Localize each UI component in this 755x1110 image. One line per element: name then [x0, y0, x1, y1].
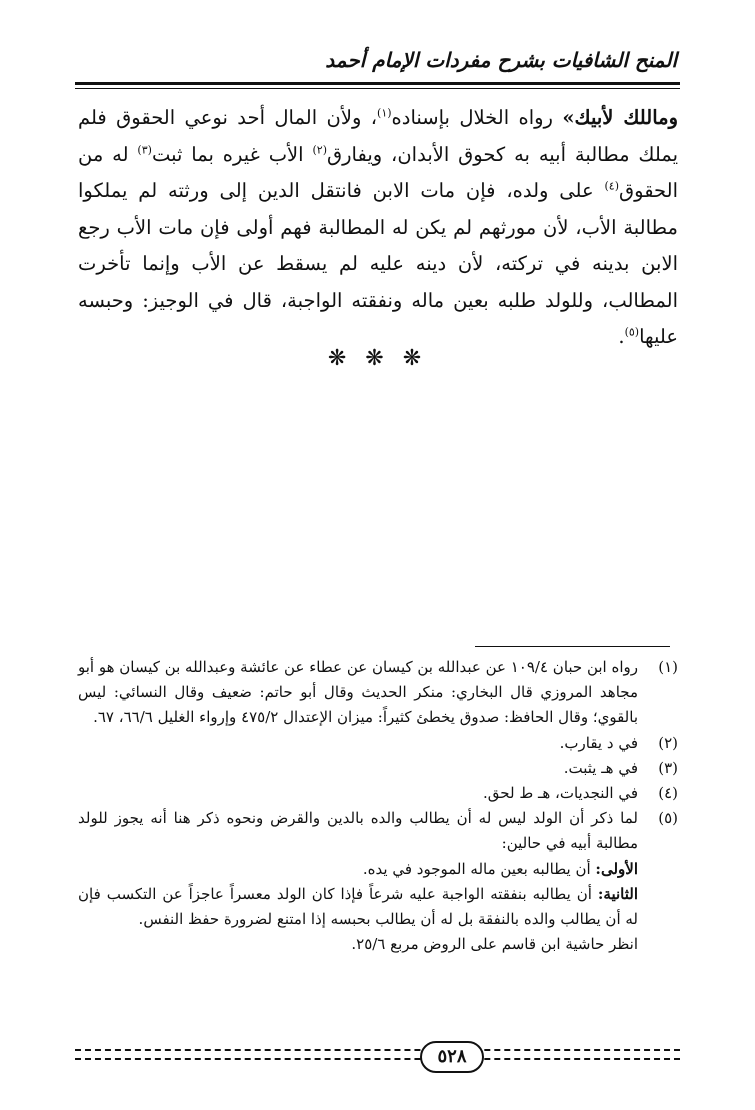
footnote — [78, 756, 678, 781]
header-rule — [75, 82, 680, 85]
body-segment: رواه الخلال بإسناده — [391, 106, 563, 129]
footnote-ref-5: (٥) — [624, 325, 640, 339]
body-segment: الأب غيره بما ثبت — [151, 142, 313, 166]
case-text-second: أن يطالبه بنفقته الواجبة عليه شرعاً فإذا كان الولد معسراً عاجزاً عن التكسب فإن له أن يطالب والده بالنفقة بل له أن يطالب بحبسه إذا امتنع لضرورة حفظ النفس. — [78, 884, 638, 929]
footnote — [78, 655, 678, 731]
case-label-second: الثانية: — [597, 884, 638, 903]
footer-dash-line — [75, 1049, 680, 1051]
section-separator: ❋ ❋ ❋ — [327, 346, 428, 371]
footer-dash-line — [75, 1058, 680, 1060]
body-segment: ، ولأن المال أحد نوعي الحقوق فلم يملك مطالبة أبيه به كحوق الأبدان، ويفارق — [78, 106, 678, 166]
body-segment: على ولده، فإن مات الابن فانتقل الدين إلى ورثته لم يملكوا مطالبة الأب، لأن مورثهم لم يكن له المطالبة فهم أولى فإن مات الأب رجع الابن بدينه في تركته، لأن دينه عليه لم يسقط عن الأب وإنما تأخرت المطالب، وللولد طلبه بعين ماله ونفقته الواجبة، قال في الوجيز: وحبسه عليها — [78, 179, 678, 348]
running-header-title: المنح الشافيات بشرح مفردات الإمام أحمد — [325, 48, 677, 72]
footnote-rule — [475, 646, 670, 647]
footnote-continuation — [78, 882, 678, 932]
page-number: ٥٢٨ — [420, 1041, 484, 1073]
footnote-text: في هـ يثبت. — [563, 758, 638, 777]
footnote — [78, 731, 678, 756]
footnote-number: (١) — [658, 658, 678, 676]
hadith-lead: وماللك لأبيك» — [562, 106, 679, 129]
footnote — [78, 806, 678, 856]
page-footer — [75, 1038, 680, 1078]
case-text-first: أن يطالبه بعين ماله الموجود في يده. — [362, 859, 596, 878]
footnote-ref-2: (٢) — [312, 143, 327, 156]
body-segment: . — [618, 325, 625, 348]
footnote — [78, 781, 678, 806]
footnotes — [78, 655, 678, 957]
body-segment: له من الحقوق — [78, 142, 678, 202]
footnote-ref-1: (١) — [377, 106, 392, 120]
footnote-text: في د يقارب. — [559, 733, 638, 752]
footnote-text: رواه ابن حبان ١٠٩/٤ عن عبدالله بن كيسان عن عطاء عن عائشة وعبدالله بن كيسان هو أبو مجاهد المروزي قال البخاري: منكر الحديث وقال أبو حاتم: ضعيف وقال النسائي: ليس بالقوي؛ وقال الحافظ: صدوق يخطئ كثيراً: ميزان الإعتدال ٤٧٥/٢ وإرواء الغليل ٦٦/٦، ٦٧. — [78, 658, 638, 727]
footnote-number: (٢) — [658, 733, 678, 752]
footnote-text: في النجديات، هـ ط لحق. — [483, 784, 638, 803]
main-paragraph — [78, 100, 678, 356]
footnote-number: (٤) — [658, 784, 678, 803]
footnote-source: انظر حاشية ابن قاسم على الروض مربع ٢٥/٦. — [351, 935, 638, 954]
footnote-continuation — [78, 857, 678, 882]
header-rule-thin — [75, 88, 680, 89]
footnote-number: (٥) — [658, 809, 678, 828]
footnote-ref-4: (٤) — [604, 179, 619, 193]
footnote-ref-3: (٣) — [137, 143, 152, 156]
case-label-first: الأولى: — [595, 859, 638, 878]
footnote-number: (٣) — [658, 758, 678, 777]
footnote-text: لما ذكر أن الولد ليس له أن يطالب والده بالدين والقرض ونحوه ذكر هنا أنه يجوز للولد مطالبة أبيه في حالين: — [78, 809, 638, 853]
